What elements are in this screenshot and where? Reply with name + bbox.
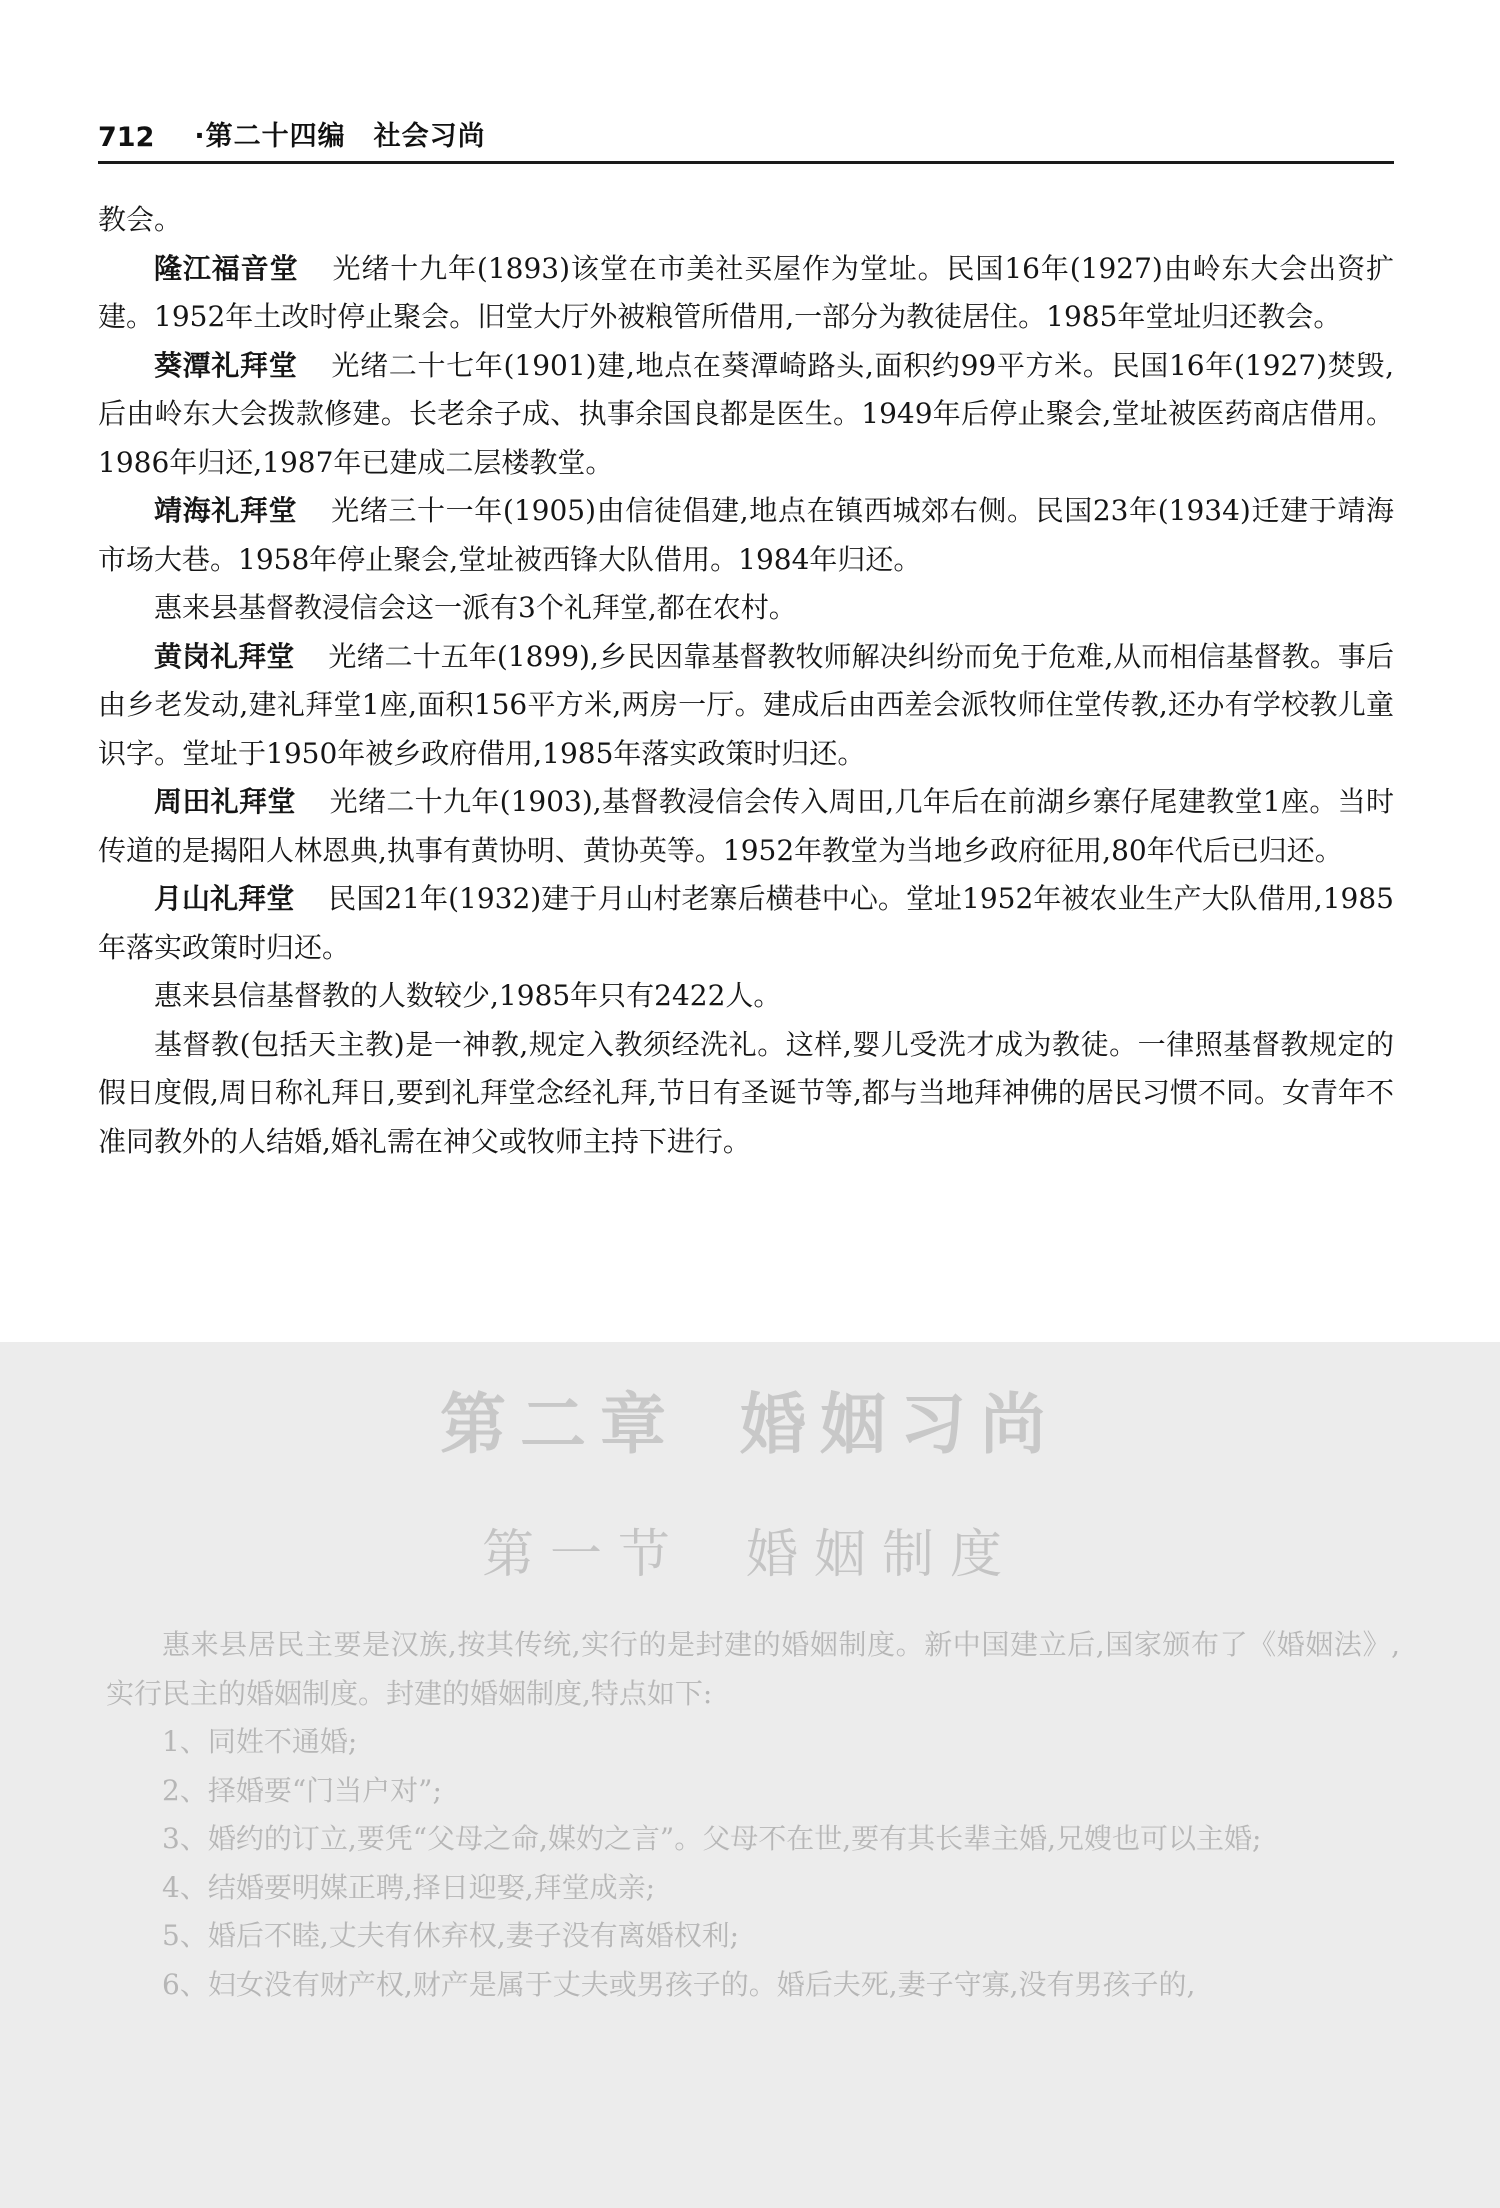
paragraph (98, 342, 1394, 488)
paragraph-text: 基督教(包括天主教)是一神教,规定入教须经洗礼。这样,婴儿受洗才成为教徒。一律照基督教规定的假日度假,周日称礼拜日,要到礼拜堂念经礼拜,节日有圣诞节等,都与当地拜神佛的居民习惯不同。女青年不准同教外的人结婚,婚礼需在神父或牧师主持下进行。 (98, 1027, 1394, 1158)
paragraph (98, 487, 1394, 584)
list-item: 3、婚约的订立,要凭“父母之命,媒妁之言”。父母不在世,要有其长辈主婚,兄嫂也可以主婚; (162, 1822, 1262, 1855)
paragraph-text: 光绪二十七年(1901)建,地点在葵潭崎路头,面积约99平方米。民国16年(1927)焚毁,后由岭东大会拨款修建。长老余子成、执事余国良都是医生。1949年后停止聚会,堂址被医药商店借用。1986年归还,1987年已建成二层楼教堂。 (98, 348, 1394, 479)
chapter-title: 婚姻习尚 (740, 1386, 1060, 1463)
list-item: 6、妇女没有财产权,财产是属于丈夫或男孩子的。婚后夫死,妻子守寡,没有男孩子的, (162, 1967, 1196, 2001)
paragraph-text: 民国21年(1932)建于月山村老寨后横巷中心。堂址1952年被农业生产大队借用,1985年落实政策时归还。 (98, 882, 1394, 964)
paragraph: 惠来县居民主要是汉族,按其传统,实行的是封建的婚姻制度。新中国建立后,国家颁布了《婚姻法》,实行民主的婚姻制度。封建的婚姻制度,特点如下: (106, 1628, 1400, 1710)
paragraph (98, 972, 1394, 1021)
church-name: 周田礼拜堂 (154, 785, 296, 818)
paragraph (98, 245, 1394, 342)
church-name: 葵潭礼拜堂 (154, 348, 298, 382)
list-item: 4、结婚要明媒正聘,择日迎娶,拜堂成亲; (162, 1870, 656, 1904)
church-name: 月山礼拜堂 (154, 882, 295, 915)
paragraph-text: 惠来县信基督教的人数较少,1985年只有2422人。 (154, 979, 782, 1012)
paragraph (98, 778, 1394, 875)
chapter-heading (0, 1371, 1500, 1466)
paragraph-text: 光绪十九年(1893)该堂在市美社买屋作为堂址。民国16年(1927)由岭东大会出资扩建。1952年土改时停止聚会。旧堂大厅外被粮管所借用,一部分为教徒居住。1985年堂址归还教会。 (98, 251, 1394, 333)
page-number: 712 (98, 122, 155, 153)
paragraph (98, 875, 1394, 972)
paragraph-text: 光绪二十五年(1899),乡民因靠基督教牧师解决纠纷而免于危难,从而相信基督教。事后由乡老发动,建礼拜堂1座,面积156平方米,两房一厅。建成后由西差会派牧师住堂传教,还办有学校教儿童识字。堂址于1950年被乡政府借用,1985年落实政策时归还。 (98, 639, 1394, 770)
paragraph-text: 光绪三十一年(1905)由信徒倡建,地点在镇西城郊右侧。民国23年(1934)迁建于靖海市场大巷。1958年停止聚会,堂址被西锋大队借用。1984年归还。 (98, 494, 1394, 576)
main-text (98, 196, 1394, 1166)
section-title: 婚姻制度 (746, 1525, 1019, 1585)
section-heading (0, 1512, 1500, 1587)
paragraph (98, 584, 1394, 633)
paragraph-text: 教会。 (98, 203, 183, 236)
paragraph (98, 633, 1394, 779)
list-item: 1、同姓不通婚; (162, 1725, 358, 1758)
church-name: 隆江福音堂 (154, 251, 299, 285)
chapter-number: 第二章 (440, 1386, 680, 1463)
list-item: 5、婚后不睦,丈夫有休弃权,妻子没有离婚权利; (162, 1919, 740, 1952)
running-section-title: ·第二十四编 社会习尚 (194, 121, 486, 152)
paragraph-text: 惠来县基督教浸信会这一派有3个礼拜堂,都在农村。 (154, 591, 797, 624)
paragraph (98, 196, 1394, 245)
church-name: 靖海礼拜堂 (154, 494, 298, 527)
church-name: 黄岗礼拜堂 (154, 639, 295, 673)
section-body (106, 1621, 1400, 2009)
section-number: 第一节 (481, 1525, 686, 1585)
list-item: 2、择婚要“门当户对”; (162, 1773, 442, 1807)
paragraph (98, 1021, 1394, 1167)
paragraph-text: 光绪二十九年(1903),基督教浸信会传入周田,几年后在前湖乡寨仔尾建教堂1座。当时传道的是揭阳人林恩典,执事有黄协明、黄协英等。1952年教堂为当地乡政府征用,80年代后已归还。 (98, 785, 1394, 867)
page-header (98, 112, 1394, 164)
